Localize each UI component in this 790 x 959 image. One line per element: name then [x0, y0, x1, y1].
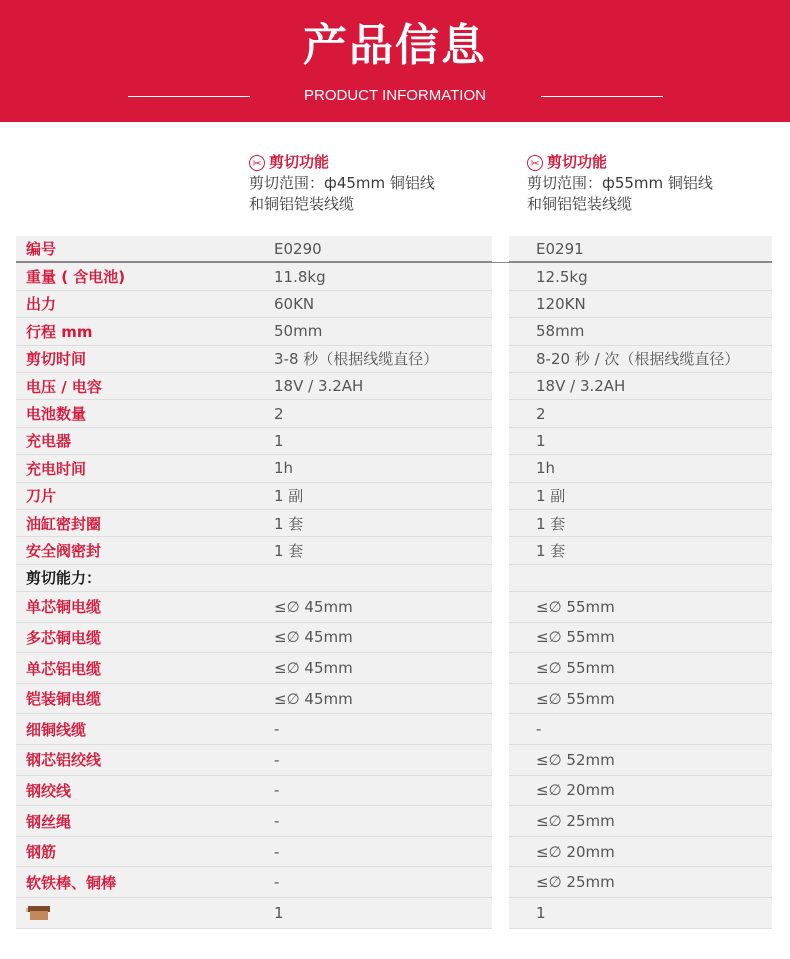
value-e0291: ≤∅ 55mm [536, 689, 615, 708]
row-label: 钢绞线 [26, 781, 72, 800]
row-label: 电池数量 [26, 405, 87, 424]
page-title: 产品信息 [303, 20, 487, 71]
column-gap [492, 318, 509, 345]
column-gap [492, 236, 509, 262]
row-label: 油缸密封圈 [26, 514, 102, 533]
value-e0290: 1 副 [274, 487, 304, 506]
scissors-icon: ✂ [527, 155, 543, 171]
value-e0291: 1 [536, 903, 546, 922]
value-e0290: 2 [274, 404, 284, 423]
value-e0291: 120KN [536, 294, 586, 313]
value-e0290: - [274, 750, 280, 769]
value-e0291: E0291 [536, 239, 584, 258]
table-row [16, 684, 772, 715]
column-gap [492, 483, 509, 510]
table-row [16, 653, 772, 684]
value-e0290: 1h [274, 459, 294, 478]
column-gap [492, 537, 509, 564]
table-row [16, 400, 772, 427]
value-e0291: 2 [536, 404, 546, 423]
value-e0291: 12.5kg [536, 267, 588, 286]
page-subtitle: PRODUCT INFORMATION [304, 87, 486, 104]
value-e0291: ≤∅ 20mm [536, 842, 615, 861]
value-e0291: ≤∅ 55mm [536, 659, 615, 678]
value-e0290: 1 [274, 431, 284, 450]
table-row [16, 592, 772, 623]
value-e0290: E0290 [274, 239, 322, 258]
value-e0291: ≤∅ 52mm [536, 750, 615, 769]
table-row [16, 623, 772, 654]
table-row [16, 837, 772, 868]
column-gap [492, 291, 509, 318]
table-row [16, 428, 772, 455]
table-row [16, 776, 772, 807]
value-e0291: 1 副 [536, 487, 566, 506]
spec-table [16, 236, 772, 929]
table-row [16, 346, 772, 373]
function-block-e0290 [249, 152, 435, 215]
row-label: 单芯铝电缆 [26, 659, 102, 678]
row-label: 充电器 [26, 432, 72, 451]
table-row [16, 806, 772, 837]
value-e0291: 1h [536, 459, 556, 478]
value-e0291: 1 套 [536, 541, 566, 560]
value-e0290: ≤∅ 45mm [274, 659, 353, 678]
column-gap [492, 400, 509, 427]
row-label: 充电时间 [26, 459, 87, 478]
value-e0290: 1 套 [274, 514, 304, 533]
column-gap [492, 623, 509, 654]
column-gap [492, 346, 509, 373]
value-e0291: ≤∅ 55mm [536, 628, 615, 647]
value-e0290: 3-8 秒（根据线缆直径） [274, 350, 439, 369]
column-gap [492, 776, 509, 807]
table-row [16, 898, 772, 929]
column-gap [492, 745, 509, 776]
row-label: 行程 mm [26, 322, 93, 341]
value-e0291: ≤∅ 25mm [536, 873, 615, 892]
value-e0290: 60KN [274, 294, 315, 313]
column-gap [492, 653, 509, 684]
column-gap [492, 263, 509, 290]
row-label: 电压 / 电容 [26, 377, 102, 396]
row-label: 编号 [26, 240, 57, 259]
value-e0290: - [274, 842, 280, 861]
column-gap [492, 565, 509, 592]
column-gap [492, 867, 509, 898]
column-gap [492, 898, 509, 929]
column-gap [492, 455, 509, 482]
value-e0290: 1 [274, 903, 284, 922]
row-label: 单芯铜电缆 [26, 598, 102, 617]
table-row [16, 263, 772, 290]
function-range-cont: 和铜铝铠装线缆 [249, 195, 355, 213]
value-e0291: 58mm [536, 322, 585, 341]
row-label: 钢芯铝绞线 [26, 751, 102, 770]
value-e0290: 11.8kg [274, 267, 326, 286]
header-banner [0, 0, 790, 122]
package-box-icon [26, 898, 52, 928]
column-gap [492, 510, 509, 537]
value-e0291: ≤∅ 25mm [536, 812, 615, 831]
scissors-icon: ✂ [249, 155, 265, 171]
row-label: 剪切能力： [26, 569, 102, 588]
row-label: 钢丝绳 [26, 812, 72, 831]
row-label: 安全阀密封 [26, 541, 102, 560]
column-gap [492, 684, 509, 715]
value-e0291: ≤∅ 20mm [536, 781, 615, 800]
row-label: 剪切时间 [26, 350, 87, 369]
value-e0290: - [274, 812, 280, 831]
value-e0290: - [274, 873, 280, 892]
column-gap [492, 373, 509, 400]
row-label: 细铜线缆 [26, 720, 87, 739]
table-row [16, 745, 772, 776]
column-gap [492, 806, 509, 837]
value-e0290: ≤∅ 45mm [274, 597, 353, 616]
row-label: 多芯铜电缆 [26, 628, 102, 647]
table-row [16, 455, 772, 482]
table-row [16, 236, 772, 263]
divider-right [541, 96, 663, 97]
value-e0291: - [536, 720, 542, 739]
function-range: 剪切范围：ф55mm 铜铝线 [527, 174, 713, 192]
column-gap [492, 592, 509, 623]
row-label: 出力 [26, 295, 57, 314]
column-gap [492, 837, 509, 868]
value-e0290: 1 套 [274, 541, 304, 560]
function-range: 剪切范围：ф45mm 铜铝线 [249, 174, 435, 192]
value-e0291: 1 套 [536, 514, 566, 533]
row-label: 刀片 [26, 487, 57, 506]
value-e0290: ≤∅ 45mm [274, 628, 353, 647]
value-e0290: 50mm [274, 322, 323, 341]
value-e0291: 8-20 秒 / 次（根据线缆直径） [536, 350, 740, 369]
value-e0290: ≤∅ 45mm [274, 689, 353, 708]
value-e0291: ≤∅ 55mm [536, 597, 615, 616]
table-row [16, 291, 772, 318]
table-row [16, 867, 772, 898]
value-e0291: 18V / 3.2AH [536, 377, 626, 396]
value-e0290: - [274, 781, 280, 800]
table-row [16, 318, 772, 345]
table-row [16, 483, 772, 510]
row-label: 软铁棒、铜棒 [26, 873, 117, 892]
function-title: 剪切功能 [269, 153, 330, 171]
column-gap [492, 714, 509, 745]
table-row [16, 373, 772, 400]
value-e0291: 1 [536, 431, 546, 450]
table-row [16, 714, 772, 745]
row-label: 钢筋 [26, 843, 57, 862]
row-label: 铠装铜电缆 [26, 690, 102, 709]
value-e0290: - [274, 720, 280, 739]
function-block-e0291 [527, 152, 713, 215]
column-gap [492, 428, 509, 455]
table-row [16, 510, 772, 537]
table-row [16, 537, 772, 564]
function-range-cont: 和铜铝铠装线缆 [527, 195, 633, 213]
row-label: 重量 ( 含电池) [26, 268, 126, 287]
value-e0290: 18V / 3.2AH [274, 377, 364, 396]
table-row [16, 565, 772, 592]
function-title: 剪切功能 [547, 153, 608, 171]
